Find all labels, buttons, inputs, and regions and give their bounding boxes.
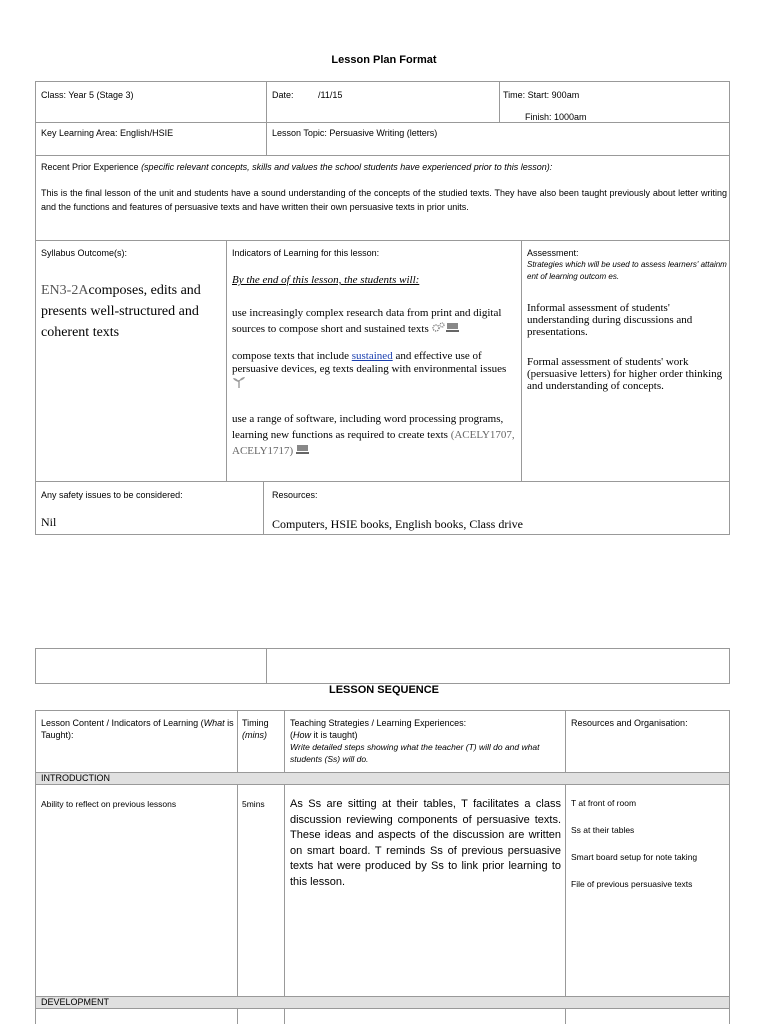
computer-icon xyxy=(446,321,459,337)
prior-experience-heading xyxy=(41,161,727,173)
class-field: Class: Year 5 (Stage 3) xyxy=(41,90,134,100)
intro-timing: 5mins xyxy=(242,799,265,809)
assessment-label: Assessment: xyxy=(527,248,579,258)
header-lesson-content xyxy=(41,717,234,741)
syllabus-text: composes, edits and presents well-structured and coherent texts xyxy=(41,283,201,340)
syllabus-outcome xyxy=(41,280,223,343)
prior-experience-hint: (specific relevant concepts, skills and values the school students have experienced prior to this lesson): xyxy=(141,162,553,172)
header-lesson-content-b: is Taught): xyxy=(41,718,234,740)
date-label: Date: xyxy=(272,90,294,100)
assessment-formal: Formal assessment of students' work (persuasive letters) for higher order thinking and understanding of concepts. xyxy=(527,356,723,392)
sustained-link[interactable]: sustained xyxy=(351,350,393,362)
lesson-sequence-title: LESSON SEQUENCE xyxy=(328,684,440,696)
indicator-item-3-text: use a range of software, including word processing programs, learning new functions as required to create texts xyxy=(232,413,504,441)
sprout-icon xyxy=(232,376,246,392)
prior-experience-label: Recent Prior Experience xyxy=(41,162,139,172)
indicator-item-2 xyxy=(232,350,517,392)
time-start: Time: Start: 900am xyxy=(503,90,580,100)
syllabus-label: Syllabus Outcome(s): xyxy=(41,248,128,258)
header-teaching-strategies xyxy=(290,717,562,765)
header-resources: Resources and Organisation: xyxy=(571,718,688,728)
indicator-item-1 xyxy=(232,305,517,337)
intro-resource-4: File of previous persuasive texts xyxy=(571,879,693,889)
indicator-item-2-a: compose texts that include xyxy=(232,350,352,362)
assessment-informal: Informal assessment of students' understanding during discussions and presentations. xyxy=(527,302,693,338)
gears-icon xyxy=(432,321,446,337)
key-learning-area: Key Learning Area: English/HSIE xyxy=(41,128,174,138)
header-strategies-hint: Write detailed steps showing what the teacher (T) will do and what students (Ss) will do. xyxy=(290,742,540,764)
syllabus-code: EN3-2A xyxy=(41,283,89,298)
intro-resource-2: Ss at their tables xyxy=(571,825,635,835)
date-value: /11/15 xyxy=(318,90,343,100)
resources-value: Computers, HSIE books, English books, Class drive xyxy=(272,517,523,531)
header-lesson-content-a: Lesson Content / Indicators of Learning ( xyxy=(41,718,204,728)
prior-experience-body: This is the final lesson of the unit and students have a sound understanding of the concepts of the studied texts. They have also been taught previously about letter writing and the functions and features of persuasive texts and have written their own persuasive texts in prior units. xyxy=(41,188,727,212)
intro-content: Ability to reflect on previous lessons xyxy=(41,799,177,809)
indicator-item-3 xyxy=(232,411,517,459)
lesson-topic: Lesson Topic: Persuasive Writing (letters) xyxy=(272,128,438,138)
header-timing-label: Timing xyxy=(242,718,269,728)
page-title: Lesson Plan Format xyxy=(331,54,437,66)
safety-label: Any safety issues to be considered: xyxy=(41,490,183,500)
intro-resource-3: Smart board setup for note taking xyxy=(571,852,698,862)
computer-icon xyxy=(296,443,309,459)
header-timing xyxy=(242,717,269,741)
intro-resources xyxy=(571,798,727,889)
header-timing-unit: (mins) xyxy=(242,730,267,740)
intro-resource-1: T at front of room xyxy=(571,798,637,808)
time-finish: Finish: 1000am xyxy=(525,112,587,122)
resources-label: Resources: xyxy=(272,490,318,500)
indicator-item-1-text: use increasingly complex research data from print and digital sources to compose short and sustained texts xyxy=(232,307,502,335)
header-strategies-label: Teaching Strategies / Learning Experiences: xyxy=(290,718,467,728)
indicator-item-2-b: and effective use of persuasive devices, eg texts dealing with environmental issues xyxy=(232,350,507,375)
intro-strategy: As Ss are sitting at their tables, T facilitates a class discussion reviewing components of persuasive texts. These ideas and aspects of the discussion are written on smart board. T reminds Ss of previous persuasive texts hat were produced by Ss to link prior learning to this lesson. xyxy=(290,798,561,888)
header-strategies-how: (How it is taught) xyxy=(290,730,358,740)
indicators-label: Indicators of Learning for this lesson: xyxy=(232,248,380,258)
assessment-hint: Strategies which will be used to assess learners' attainm ent of learning outcom es. xyxy=(527,260,727,281)
section-introduction: INTRODUCTION xyxy=(41,773,110,783)
indicator-item-3-codes: (ACELY1707, ACELY1717) xyxy=(232,429,515,457)
indicators-intro: By the end of this lesson, the students will: xyxy=(232,274,420,286)
header-lesson-content-what: What xyxy=(203,718,225,728)
safety-value: Nil xyxy=(41,515,57,529)
section-development: DEVELOPMENT xyxy=(41,997,110,1007)
